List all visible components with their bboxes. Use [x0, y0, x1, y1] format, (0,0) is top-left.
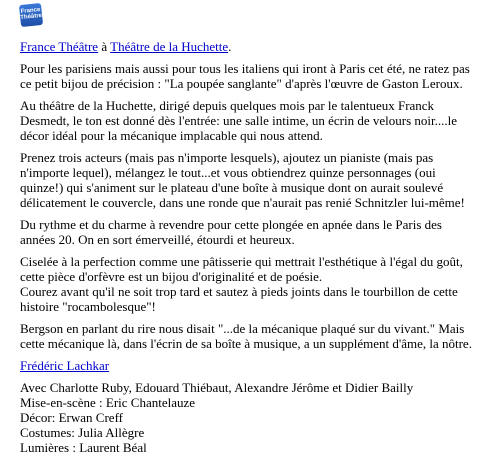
- credit-decor: Décor: Erwan Creff: [20, 410, 123, 425]
- logo-line-2: Théâtre: [20, 12, 43, 22]
- logo-badge: [19, 3, 43, 27]
- france-theatre-logo[interactable]: [20, 4, 44, 28]
- credits-block: [20, 380, 480, 455]
- breadcrumb: [20, 39, 480, 54]
- article-paragraph-5-line-2: Courez avant qu'il ne soit trop tard et sautez à pieds joints dans le tourbillon de cette histoire "rocambolesque"!: [20, 284, 458, 314]
- breadcrumb-link-theatre-huchette[interactable]: Théâtre de la Huchette: [110, 39, 229, 54]
- article-paragraph-4: Du rythme et du charme à revendre pour cette plongée en apnée dans le Paris des années 20. On en sort émerveillé, étourdi et heureux.: [20, 217, 442, 247]
- breadcrumb-link-france-theatre[interactable]: France Théâtre: [20, 39, 99, 54]
- article-content: [20, 39, 480, 455]
- article-paragraph-3: Prenez trois acteurs (mais pas n'importe lesquels), ajoutez un pianiste (mais pas n'importe lequel), mélangez le tout...et vous obtiendrez quinze personnages (oui quinze!) qui s'animent sur le plateau d'une boîte à musique dont on aurait soulevé délicatement le couvercle, dans une ronde que n'aurait pas renié Schnitzler lui-même!: [20, 150, 465, 210]
- article-paragraph-6: Bergson en parlant du rire nous disait "...de la mécanique plaqué sur du vivant." Mais cette mécanique là, dans l'écrin de sa boîte à musique, a un supplément d'âme, la nôtre.: [20, 321, 472, 351]
- article-paragraph-5-line-1: Ciselée à la perfection comme une pâtisserie qui mettrait l'esthétique à l'égal du goût, cette pièce d'orfèvre est un bijou d'originalité et de poésie.: [20, 254, 463, 284]
- breadcrumb-separator: à: [98, 39, 111, 54]
- credit-cast: Avec Charlotte Ruby, Edouard Thiébaut, Alexandre Jérôme et Didier Bailly: [20, 380, 414, 395]
- article-paragraph-2: Au théâtre de la Huchette, dirigé depuis quelques mois par le talentueux Franck Desmedt, le ton est donné dès l'entrée: une salle intime, un écrin de velours noir....le décor idéal pour la mécanique implacable qui nous attend.: [20, 98, 457, 143]
- article-paragraph-1: Pour les parisiens mais aussi pour tous les italiens qui iront à Paris cet été, ne ratez pas ce petit bijou de précision : "La poupée sanglante" d'après l'œuvre de Gaston Leroux.: [20, 61, 470, 91]
- logo-line-1: France: [20, 7, 41, 16]
- credit-direction: Mise-en-scène : Eric Chantelauze: [20, 395, 196, 410]
- breadcrumb-end: .: [228, 39, 232, 54]
- author-link[interactable]: Frédéric Lachkar: [20, 358, 110, 373]
- credit-lights: Lumières : Laurent Béal: [20, 440, 147, 455]
- article-paragraph-5: [20, 254, 480, 314]
- credit-costumes: Costumes: Julia Allègre: [20, 425, 145, 440]
